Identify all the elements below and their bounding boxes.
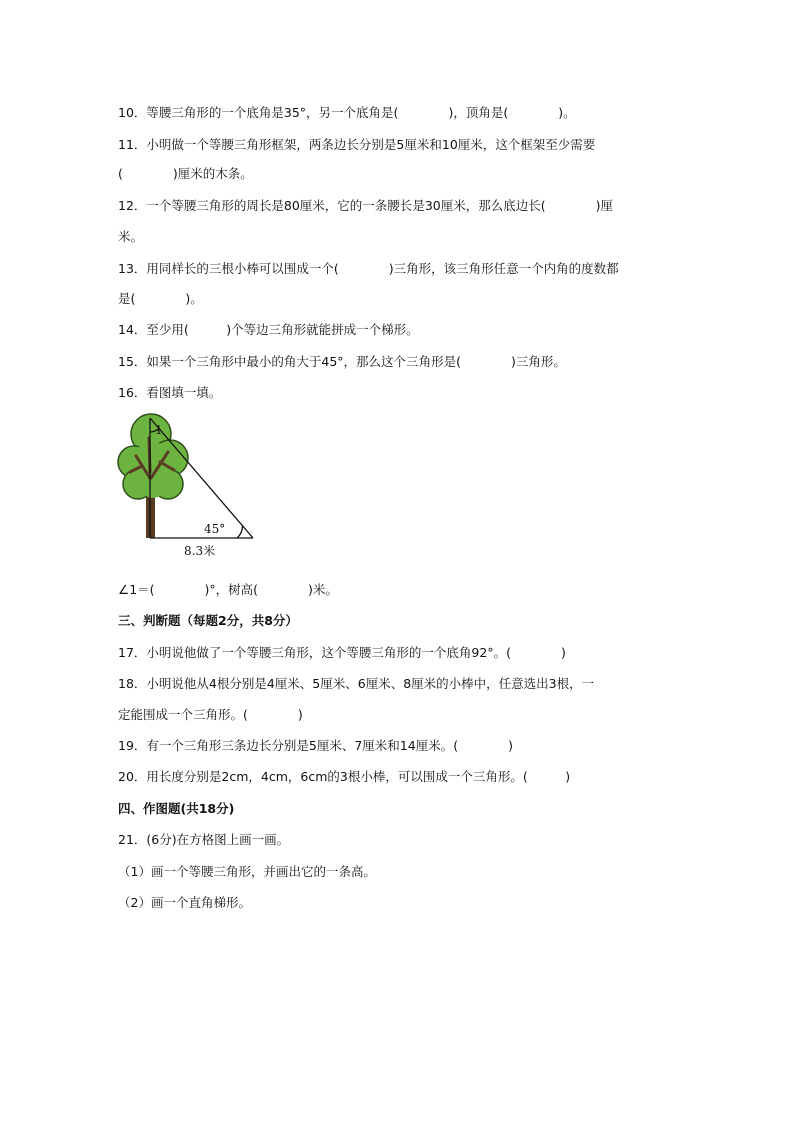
tree-foliage <box>118 414 188 499</box>
question-16-answer: ∠1＝( )°，树高( )米。 <box>118 582 338 597</box>
question-18-line2: 定能围成一个三角形。( ) <box>118 707 303 722</box>
question-15: 15．如果一个三角形中最小的角大于45°，那么这个三角形是( )三角形。 <box>118 354 566 369</box>
question-10: 10．等腰三角形的一个底角是35°，另一个底角是( )，顶角是( )。 <box>118 105 576 120</box>
question-18-line1: 18．小明说他从4根分别是4厘米、5厘米、6厘米、8厘米的小棒中，任意选出3根，一 <box>118 676 595 691</box>
question-13-line1: 13．用同样长的三根小棒可以围成一个( )三角形，该三角形任意一个内角的度数都 <box>118 261 619 276</box>
question-11-line1: 11．小明做一个等腰三角形框架，两条边长分别是5厘米和10厘米，这个框架至少需要 <box>118 137 596 152</box>
question-19: 19．有一个三角形三条边长分别是5厘米、7厘米和14厘米。( ) <box>118 738 513 753</box>
question-16: 16．看图填一填。 <box>118 385 222 400</box>
base-length-label: 8.3米 <box>184 544 216 558</box>
question-14: 14．至少用( )个等边三角形就能拼成一个梯形。 <box>118 322 419 337</box>
angle-1-label: 1 <box>155 423 163 437</box>
question-13-line2: 是( )。 <box>118 291 203 306</box>
angle-45-label: 45° <box>204 522 226 536</box>
question-20: 20．用长度分别是2cm，4cm，6cm的3根小棒，可以围成一个三角形。( ) <box>118 769 571 784</box>
section-4-heading: 四、作图题(共18分) <box>118 801 235 816</box>
question-21-part2: （2）画一个直角梯形。 <box>118 895 251 910</box>
question-12-line1: 12．一个等腰三角形的周长是80厘米，它的一条腰长是30厘米，那么底边长( )厘 <box>118 198 613 213</box>
tree-triangle-figure <box>116 412 266 564</box>
question-21: 21．(6分)在方格图上画一画。 <box>118 832 290 847</box>
question-21-part1: （1）画一个等腰三角形，并画出它的一条高。 <box>118 864 376 879</box>
section-3-heading: 三、判断题（每题2分，共8分） <box>118 613 298 628</box>
question-17: 17．小明说他做了一个等腰三角形，这个等腰三角形的一个底角92°。( ) <box>118 645 566 660</box>
question-11-line2: ( )厘米的木条。 <box>118 166 253 181</box>
question-12-line2: 米。 <box>118 229 144 244</box>
